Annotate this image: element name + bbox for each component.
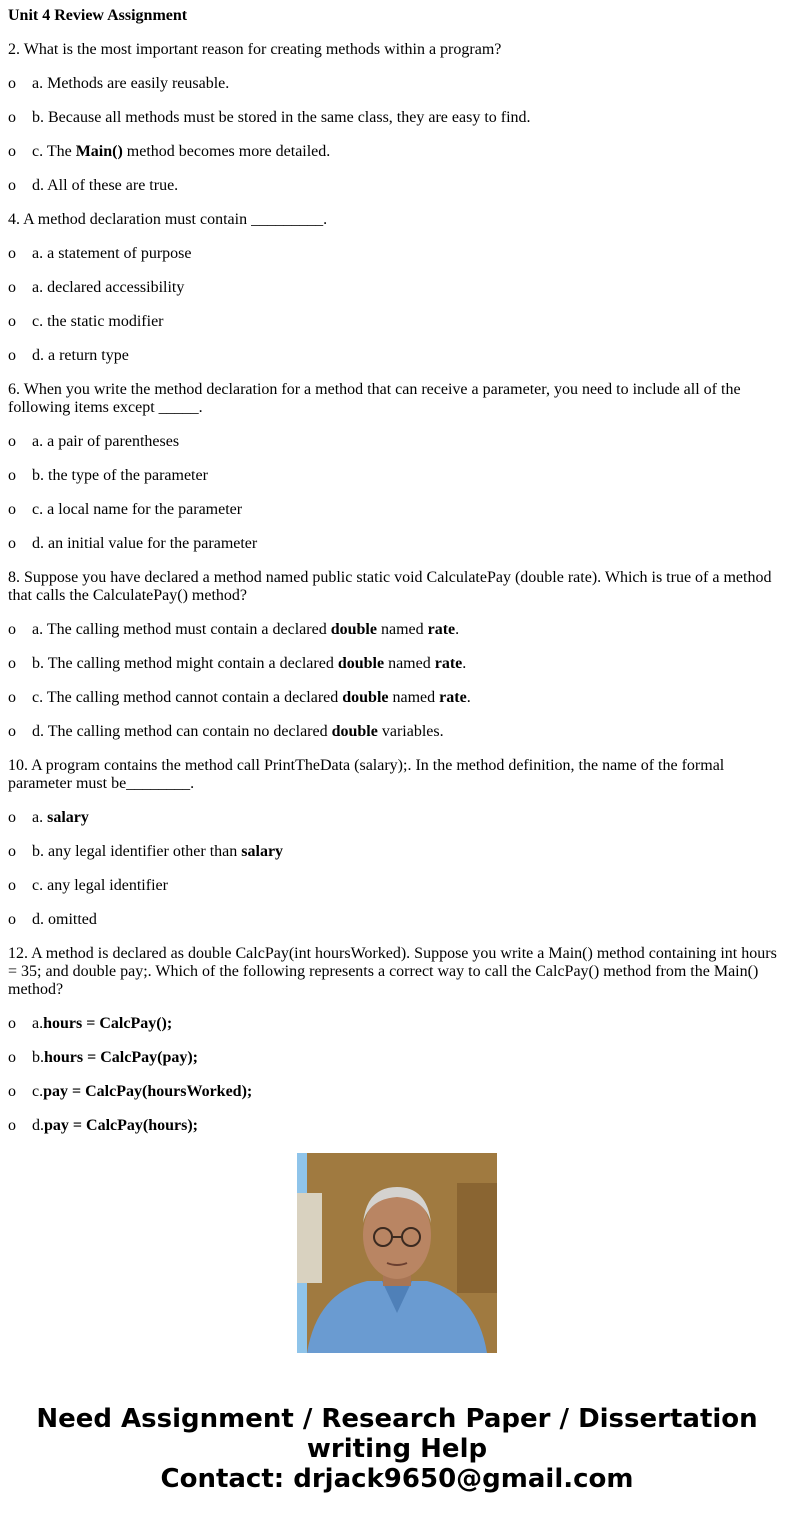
option-segment: d. The calling method can contain no declared — [32, 723, 332, 740]
question-text: 6. When you write the method declaration for a method that can receive a parameter, you need to include all of the following items except _____. — [8, 381, 741, 416]
answer-option-text — [32, 723, 444, 741]
answer-option — [8, 245, 780, 263]
answer-option — [8, 621, 780, 639]
bullet-icon: o — [8, 535, 16, 552]
option-segment: c. The — [32, 143, 76, 160]
option-segment: named — [376, 621, 428, 638]
answer-option — [8, 433, 780, 451]
option-segment: a. a statement of purpose — [32, 245, 192, 262]
option-segment: method becomes more detailed. — [122, 143, 331, 160]
answer-option — [8, 279, 780, 297]
question-text: 2. What is the most important reason for creating methods within a program? — [8, 41, 502, 58]
answer-option — [8, 911, 780, 929]
answer-option — [8, 347, 780, 365]
answer-option — [8, 655, 780, 673]
bullet-icon: o — [8, 843, 16, 860]
answer-option — [8, 1049, 780, 1067]
option-segment: a. Methods are easily reusable. — [32, 75, 230, 92]
page-title: Unit 4 Review Assignment — [8, 7, 188, 24]
answer-option-text — [32, 1015, 172, 1033]
answer-option — [8, 1083, 780, 1101]
answer-option — [8, 467, 780, 485]
bullet-icon: o — [8, 245, 16, 262]
bullet-icon: o — [8, 809, 16, 826]
answer-option — [8, 689, 780, 707]
bullet-icon: o — [8, 723, 16, 740]
option-segment: b. the type of the parameter — [32, 467, 208, 484]
bullet-icon: o — [8, 501, 16, 518]
question-text: 8. Suppose you have declared a method named public static void CalculatePay (double rate). Which is true of a method that calls the CalculatePay() method? — [8, 569, 772, 604]
option-segment: b. — [32, 1049, 44, 1066]
question-text: 10. A program contains the method call PrintTheData (salary);. In the method definition, the name of the formal parameter must be________. — [8, 757, 725, 792]
author-photo-image — [297, 1153, 497, 1353]
question-list — [8, 41, 780, 1135]
option-segment: a. — [32, 1015, 44, 1032]
answer-option-text — [32, 1083, 252, 1101]
answer-option-text — [32, 177, 178, 195]
bold-term: Main() — [75, 143, 123, 160]
option-segment: c. a local name for the parameter — [32, 501, 243, 518]
answer-option — [8, 843, 780, 861]
option-segment: d. an initial value for the parameter — [32, 535, 258, 552]
answer-option-text — [32, 143, 330, 161]
option-segment: . — [466, 689, 471, 706]
option-segment: a. declared accessibility — [32, 279, 185, 296]
answer-option-text — [32, 245, 192, 263]
option-segment: . — [455, 621, 460, 638]
answer-option-text — [32, 843, 283, 861]
answer-option-text — [32, 655, 466, 673]
answer-option — [8, 177, 780, 195]
banner-line-1: Need Assignment / Research Paper / Dissertation — [36, 1404, 758, 1434]
answer-option-text — [32, 313, 164, 331]
bold-term: hours = CalcPay(pay); — [44, 1049, 198, 1066]
banner-line-2: writing Help — [306, 1434, 488, 1464]
option-segment: variables. — [377, 723, 444, 740]
answer-option — [8, 723, 780, 741]
option-segment: named — [388, 689, 440, 706]
bold-term: rate — [434, 655, 463, 672]
bullet-icon: o — [8, 75, 16, 92]
bold-term: double — [337, 655, 385, 672]
bullet-icon: o — [8, 109, 16, 126]
option-segment: a. — [32, 809, 48, 826]
answer-option — [8, 75, 780, 93]
answer-option-text — [32, 535, 257, 553]
answer-option-text — [32, 467, 208, 485]
bullet-icon: o — [8, 313, 16, 330]
answer-option-text — [32, 1117, 198, 1135]
bullet-icon: o — [8, 621, 16, 638]
bullet-icon: o — [8, 279, 16, 296]
answer-option — [8, 313, 780, 331]
option-segment: b. any legal identifier other than — [32, 843, 242, 860]
bold-term: hours = CalcPay(); — [43, 1015, 173, 1032]
answer-option-text — [32, 911, 97, 929]
bold-term: salary — [47, 809, 89, 826]
bullet-icon: o — [8, 689, 16, 706]
answer-option-text — [32, 809, 89, 827]
bullet-icon: o — [8, 655, 16, 672]
bullet-icon: o — [8, 177, 16, 194]
bullet-icon: o — [8, 467, 16, 484]
answer-option — [8, 1117, 780, 1135]
option-segment: d. a return type — [32, 347, 129, 364]
bullet-icon: o — [8, 1083, 16, 1100]
option-segment: c. the static modifier — [32, 313, 164, 330]
banner-contact-email: Contact: drjack9650@gmail.com — [160, 1464, 634, 1494]
option-segment: b. The calling method might contain a declared — [32, 655, 338, 672]
bold-term: salary — [241, 843, 284, 860]
bold-term: rate — [439, 689, 467, 706]
option-segment: c. — [32, 1083, 44, 1100]
bold-term: pay = CalcPay(hoursWorked); — [43, 1083, 253, 1100]
bullet-icon: o — [8, 347, 16, 364]
answer-option-text — [32, 347, 129, 365]
answer-option — [8, 1015, 780, 1033]
answer-option-text — [32, 279, 184, 297]
bold-term: rate — [427, 621, 456, 638]
option-segment: c. any legal identifier — [32, 877, 168, 894]
answer-option — [8, 877, 780, 895]
bullet-icon: o — [8, 911, 16, 928]
option-segment: c. The calling method cannot contain a declared — [32, 689, 343, 706]
bullet-icon: o — [8, 143, 16, 160]
option-segment: . — [462, 655, 467, 672]
answer-option-text — [32, 433, 179, 451]
answer-option — [8, 501, 780, 519]
answer-option — [8, 143, 780, 161]
bold-term: pay = CalcPay(hours); — [44, 1117, 198, 1134]
answer-option-text — [32, 75, 229, 93]
option-segment: a. a pair of parentheses — [32, 433, 180, 450]
option-segment: a. The calling method must contain a declared — [32, 621, 331, 638]
answer-option — [8, 109, 780, 127]
answer-option-text — [32, 109, 531, 127]
bullet-icon: o — [8, 433, 16, 450]
answer-option-text — [32, 689, 471, 707]
option-segment: d. — [32, 1117, 44, 1134]
bold-term: double — [331, 723, 378, 740]
author-photo — [297, 1153, 497, 1353]
contact-banner — [0, 1404, 794, 1494]
answer-option-text — [32, 621, 459, 639]
question-text: 4. A method declaration must contain _________. — [8, 211, 328, 228]
bold-term: double — [342, 689, 389, 706]
answer-option-text — [32, 501, 242, 519]
option-segment: d. omitted — [32, 911, 97, 928]
bullet-icon: o — [8, 1117, 16, 1134]
answer-option-text — [32, 877, 168, 895]
option-segment: d. All of these are true. — [32, 177, 179, 194]
question-text: 12. A method is declared as double CalcPay(int hoursWorked). Suppose you write a Main() method containing int hours = 35; and double pay;. Which of the following represents a correct way to call the CalcPay() method from the Main() method? — [8, 945, 777, 998]
answer-option — [8, 535, 780, 553]
bold-term: double — [330, 621, 377, 638]
bullet-icon: o — [8, 1015, 16, 1032]
bullet-icon: o — [8, 1049, 16, 1066]
option-segment: named — [384, 655, 435, 672]
bullet-icon: o — [8, 877, 16, 894]
document — [8, 7, 780, 1134]
option-segment: b. Because all methods must be stored in the same class, they are easy to find. — [32, 109, 531, 126]
answer-option-text — [32, 1049, 198, 1067]
answer-option — [8, 809, 780, 827]
